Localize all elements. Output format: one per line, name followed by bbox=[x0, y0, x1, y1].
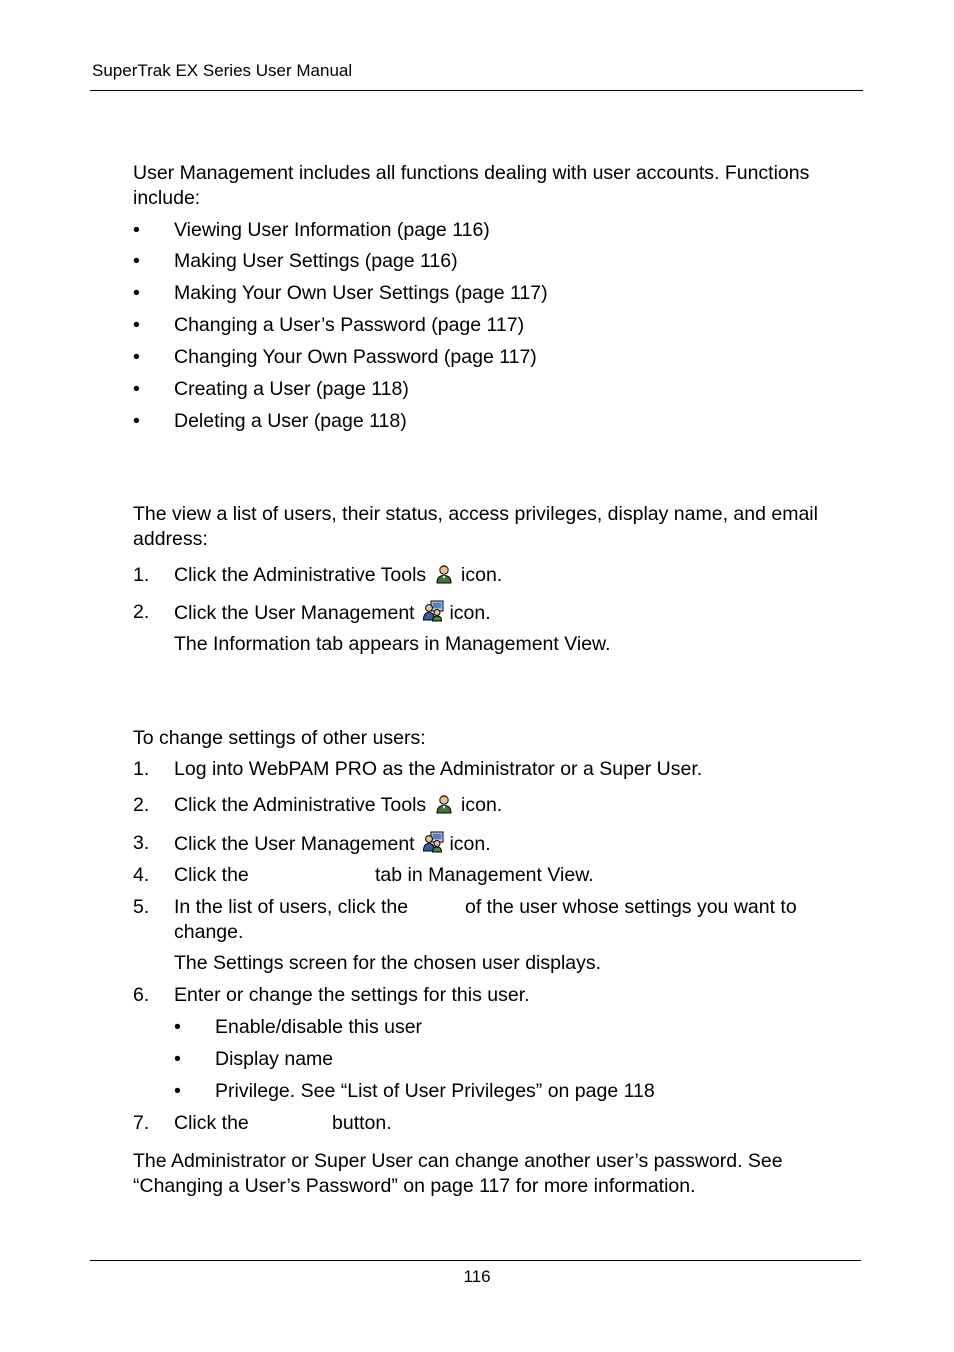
header-rule bbox=[90, 90, 863, 91]
list-item: Deleting a User (page 118) bbox=[174, 410, 407, 432]
list-item: Making Your Own User Settings (page 117) bbox=[174, 282, 548, 304]
bullet-dot: • bbox=[133, 346, 140, 368]
bullet-dot: • bbox=[133, 250, 140, 272]
step-text-before: Click the Administrative Tools bbox=[174, 794, 427, 816]
bullet-dot: • bbox=[174, 1048, 181, 1070]
step-text-before: Click the User Management bbox=[174, 602, 415, 624]
step-text-after: icon. bbox=[449, 602, 491, 624]
step-text-before: Click the User Management bbox=[174, 833, 415, 855]
footer-rule bbox=[90, 1260, 861, 1261]
bullet-dot: • bbox=[133, 219, 140, 241]
step-text: Log into WebPAM PRO as the Administrator or a Super User. bbox=[174, 758, 703, 780]
step-text-before: Click the bbox=[174, 1112, 249, 1134]
page-number: 116 bbox=[463, 1267, 491, 1286]
list-item: Viewing User Information (page 116) bbox=[174, 219, 490, 241]
step-text: Enter or change the settings for this user. bbox=[174, 984, 530, 1006]
list-item: Enable/disable this user bbox=[215, 1016, 423, 1038]
administrative-tools-icon bbox=[434, 794, 454, 814]
administrative-tools-icon bbox=[434, 564, 454, 584]
bullet-dot: • bbox=[133, 410, 140, 432]
step-text-after: icon. bbox=[449, 833, 491, 855]
step-number: 3. bbox=[133, 832, 150, 854]
bullet-dot: • bbox=[174, 1016, 181, 1038]
step-number: 1. bbox=[133, 564, 150, 586]
user-management-icon bbox=[422, 600, 442, 620]
step-number: 2. bbox=[133, 601, 150, 623]
step-text bbox=[174, 600, 491, 626]
bullet-dot: • bbox=[133, 282, 140, 304]
bullet-dot: • bbox=[133, 378, 140, 400]
step-text-after: tab in Management View. bbox=[375, 864, 594, 886]
list-item: Making User Settings (page 116) bbox=[174, 250, 458, 272]
step-text bbox=[174, 793, 502, 818]
step-text bbox=[174, 831, 491, 857]
list-item: Changing Your Own Password (page 117) bbox=[174, 346, 537, 368]
step-text-after: of the user whose settings you want to bbox=[465, 896, 797, 918]
step-number: 6. bbox=[133, 984, 150, 1006]
step-text-continued: change. bbox=[174, 921, 244, 943]
step-number: 2. bbox=[133, 794, 150, 816]
viewing-paragraph: The view a list of users, their status, access privileges, display name, and email address: bbox=[133, 503, 818, 550]
step-text-before: In the list of users, click the bbox=[174, 896, 409, 918]
settings-intro: To change settings of other users: bbox=[133, 727, 426, 749]
list-item: Privilege. See “List of User Privileges” on page 118 bbox=[215, 1080, 655, 1102]
step-text-after: icon. bbox=[461, 564, 503, 586]
list-item: Changing a User’s Password (page 117) bbox=[174, 314, 525, 336]
step-number: 7. bbox=[133, 1112, 150, 1134]
step-number: 5. bbox=[133, 896, 150, 918]
step-text-before: Click the Administrative Tools bbox=[174, 564, 427, 586]
step-result: The Settings screen for the chosen user displays. bbox=[174, 952, 602, 974]
step-text-after: button. bbox=[332, 1112, 392, 1134]
step-number: 4. bbox=[133, 864, 150, 886]
list-item: Creating a User (page 118) bbox=[174, 378, 409, 400]
bullet-dot: • bbox=[133, 314, 140, 336]
step-text-before: Click the bbox=[174, 864, 249, 886]
running-header: SuperTrak EX Series User Manual bbox=[92, 61, 353, 80]
intro-paragraph: User Management includes all functions dealing with user accounts. Functions include: bbox=[133, 162, 810, 209]
list-item: Display name bbox=[215, 1048, 334, 1070]
bullet-dot: • bbox=[174, 1080, 181, 1102]
step-number: 1. bbox=[133, 758, 150, 780]
closing-paragraph: The Administrator or Super User can change another user’s password. See “Changing a User’s Password” on page 117 for more information. bbox=[133, 1150, 783, 1197]
step-text bbox=[174, 563, 502, 588]
user-management-icon bbox=[422, 831, 442, 851]
step-text-after: icon. bbox=[461, 794, 503, 816]
step-result: The Information tab appears in Management View. bbox=[174, 633, 611, 655]
